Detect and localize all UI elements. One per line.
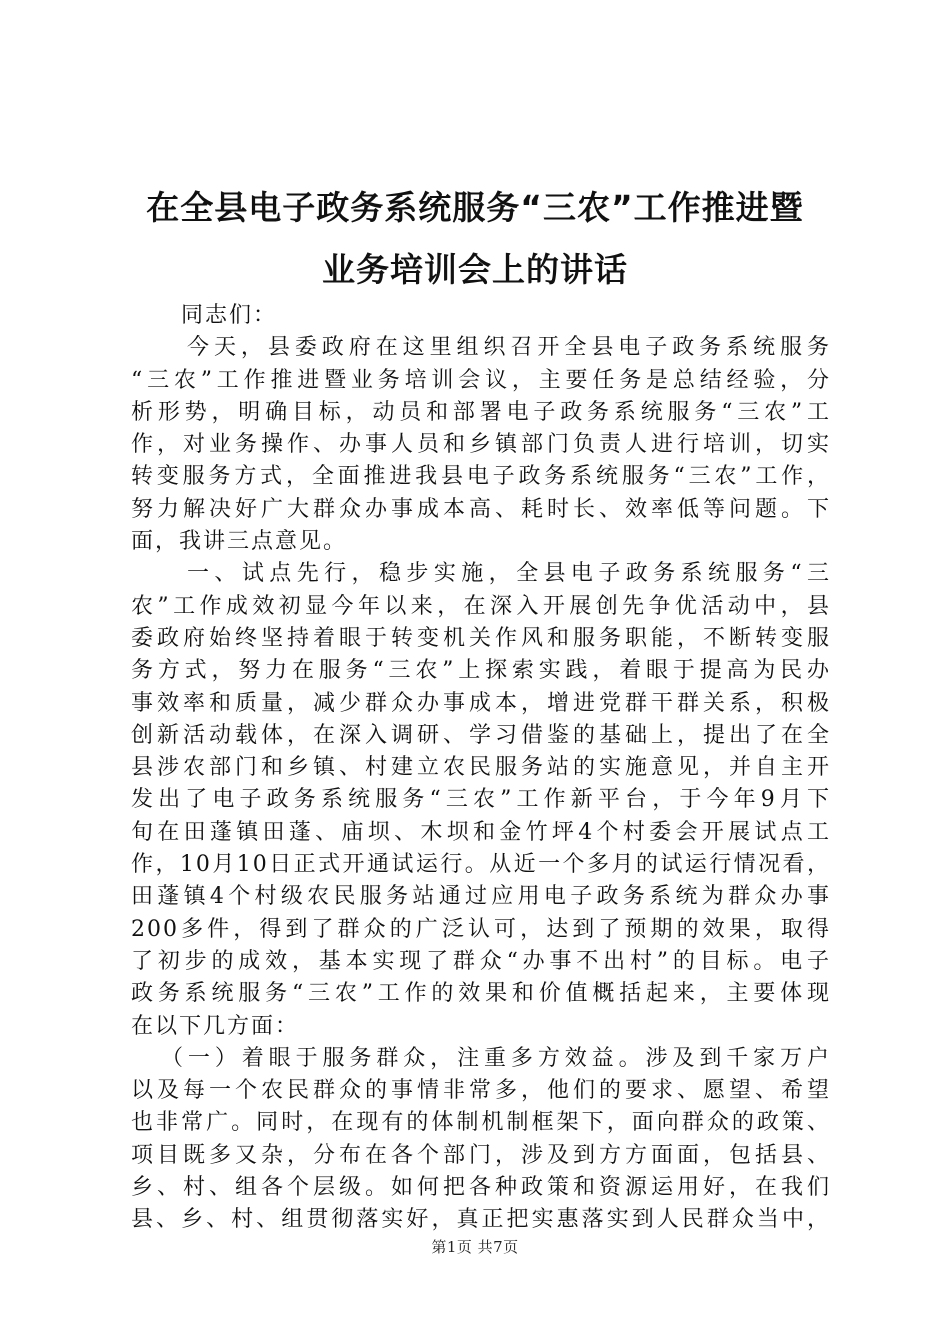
paragraph-1-line: 努力解决好广大群众办事成本高、耗时长、效率低等问题。下 bbox=[131, 496, 831, 522]
paragraph-2-line: 发出了电子政务系统服务“三农”工作新平台，于今年9月下 bbox=[131, 787, 831, 813]
paragraph-2-line: 政务系统服务“三农”工作的效果和价值概括起来，主要体现 bbox=[131, 981, 831, 1007]
paragraph-3-line: 县、乡、村、组贯彻落实好，真正把实惠落实到人民群众当中， bbox=[131, 1207, 831, 1233]
paragraph-2-line: 200多件，得到了群众的广泛认可，达到了预期的效果，取得 bbox=[131, 916, 831, 942]
paragraph-2-line: 事效率和质量，减少群众办事成本，增进党群干群关系，积极 bbox=[131, 690, 831, 716]
paragraph-3-line: （一）着眼于服务群众，注重多方效益。涉及到千家万户 bbox=[161, 1045, 831, 1071]
paragraph-2-line: 委政府始终坚持着眼于转变机关作风和服务职能，不断转变服 bbox=[131, 625, 831, 651]
document-title-line-2: 业务培训会上的讲话 bbox=[322, 250, 628, 289]
page-number-footer: 第1页 共7页 bbox=[431, 1238, 519, 1256]
paragraph-3-line: 项目既多又杂，分布在各个部门，涉及到方方面面，包括县、 bbox=[131, 1142, 831, 1168]
paragraph-1-line: 转变服务方式，全面推进我县电子政务系统服务“三农”工作， bbox=[131, 464, 831, 490]
paragraph-3-line: 也非常广。同时，在现有的体制机制框架下，面向群众的政策、 bbox=[131, 1110, 831, 1136]
document-title-line-1: 在全县电子政务系统服务“三农”工作推进暨 bbox=[146, 188, 804, 227]
paragraph-2-line: 作，10月10日正式开通试运行。从近一个多月的试运行情况看， bbox=[131, 852, 831, 878]
paragraph-3-line: 乡、村、组各个层级。如何把各种政策和资源运用好，在我们 bbox=[131, 1175, 831, 1201]
paragraph-2-line: 在以下几方面： bbox=[131, 1013, 300, 1039]
paragraph-2-line: 了初步的成效，基本实现了群众“办事不出村”的目标。电子 bbox=[131, 948, 831, 974]
paragraph-1-line: 作，对业务操作、办事人员和乡镇部门负责人进行培训，切实 bbox=[131, 432, 831, 458]
paragraph-1-line: 析形势，明确目标，动员和部署电子政务系统服务“三农”工 bbox=[131, 399, 831, 425]
paragraph-2-line: 县涉农部门和乡镇、村建立农民服务站的实施意见，并自主开 bbox=[131, 755, 831, 781]
paragraph-2-line: 一、试点先行，稳步实施，全县电子政务系统服务“三 bbox=[187, 561, 831, 587]
paragraph-2-line: 农”工作成效初显今年以来，在深入开展创先争优活动中，县 bbox=[131, 593, 831, 619]
document-body bbox=[131, 300, 831, 1237]
paragraph-1-line: 今天，县委政府在这里组织召开全县电子政务系统服务 bbox=[187, 335, 831, 361]
paragraph-2-line: 务方式，努力在服务“三农”上探索实践，着眼于提高为民办 bbox=[131, 658, 831, 684]
paragraph-2-line: 田蓬镇4个村级农民服务站通过应用电子政务系统为群众办事 bbox=[131, 884, 831, 910]
paragraph-2-line: 旬在田蓬镇田蓬、庙坝、木坝和金竹坪4个村委会开展试点工 bbox=[131, 819, 831, 845]
salutation: 同志们： bbox=[181, 303, 278, 328]
paragraph-1-line: 面，我讲三点意见。 bbox=[131, 529, 348, 555]
paragraph-3-line: 以及每一个农民群众的事情非常多，他们的要求、愿望、希望 bbox=[131, 1078, 831, 1104]
paragraph-1-line: “三农”工作推进暨业务培训会议，主要任务是总结经验，分 bbox=[131, 367, 831, 393]
paragraph-2-line: 创新活动载体，在深入调研、学习借鉴的基础上，提出了在全 bbox=[131, 722, 831, 748]
